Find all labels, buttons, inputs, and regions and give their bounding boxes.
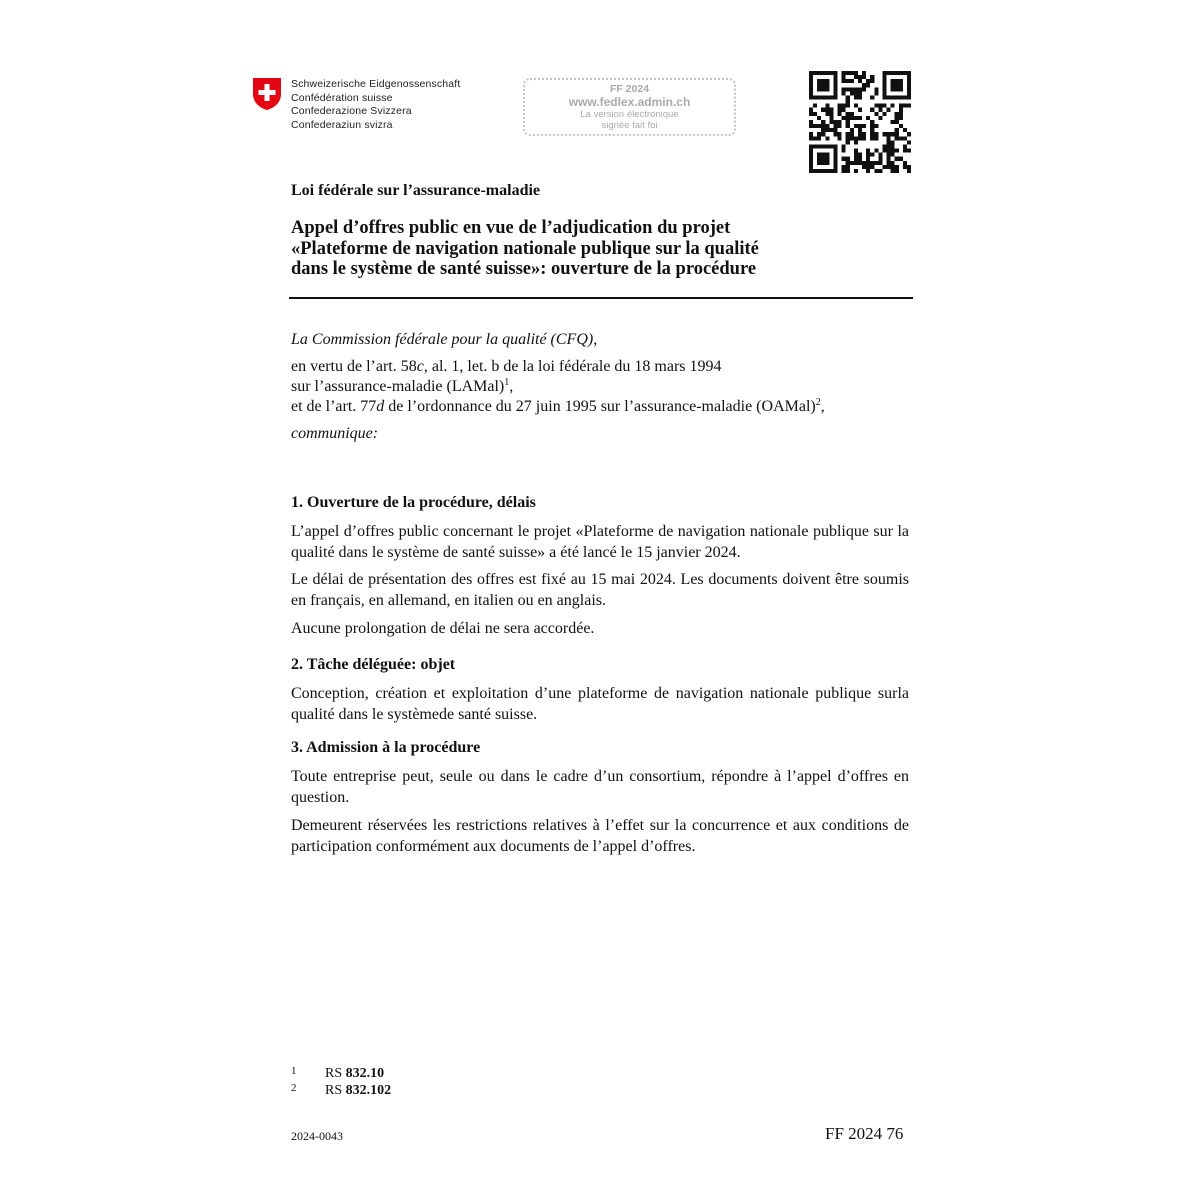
preamble-line-3 (291, 397, 825, 416)
preamble-text: sur l’assurance-maladie (LAMal) (291, 378, 505, 395)
stamp-line-3: La version électronique (580, 109, 679, 120)
footnote-2 (291, 1080, 391, 1099)
page-reference: FF 2024 76 (825, 1124, 904, 1143)
preamble-text-italic: c (416, 358, 424, 375)
footnote-prefix: RS (325, 1066, 346, 1081)
preamble-text: de l’ordonnance du 27 juin 1995 sur l’assurance-maladie (OAMal) (384, 398, 816, 415)
preamble-issuer: La Commission fédérale pour la qualité (CFQ), (291, 331, 598, 348)
section-heading-3: 3. Admission à la procédure (291, 739, 481, 756)
preamble-text: en vertu de l’art. 58 (291, 358, 417, 375)
preamble-text: et de l’art. 77 (291, 398, 377, 415)
footnote-marker: 1 (504, 377, 510, 388)
confederation-name-block (291, 78, 460, 132)
confederation-line-it: Confederazione Svizzera (291, 105, 412, 117)
page-title-line-3: dans le système de santé suisse»: ouverture de la procédure (291, 259, 757, 279)
confederation-line-fr: Confédération suisse (291, 91, 393, 104)
title-divider (289, 297, 913, 299)
footnote-marker: 2 (815, 397, 821, 408)
confederation-line-de: Schweizerische Eidgenossenschaft (291, 78, 461, 90)
page-title (291, 218, 759, 280)
preamble-verb: communique: (291, 425, 379, 442)
preamble-line-1 (291, 357, 722, 376)
footnote-reference: 832.102 (345, 1083, 392, 1098)
section-1-paragraph-1: L’appel d’offres public concernant le projet «Plateforme de navigation nationale publique sur la qualité dans le système de santé suisse» a été lancé le 15 janvier 2024. (291, 523, 909, 561)
section-3-paragraph-1: Toute entreprise peut, seule ou dans le cadre d’un consortium, répondre à l’appel d’offres en question. (291, 768, 909, 806)
preamble-text: , (820, 398, 825, 415)
document-number: 2024-0043 (291, 1129, 343, 1143)
stamp-url: www.fedlex.admin.ch (568, 95, 691, 109)
footnote-number: 1 (291, 1065, 297, 1077)
section-2-paragraph-1: Conception, création et exploitation d’une plateforme de navigation nationale publique surla qualité dans le systèmede santé suisse. (291, 685, 909, 723)
preamble-text: , al. 1, let. b de la loi fédérale du 18 mars 1994 (423, 358, 722, 375)
section-heading-1: 1. Ouverture de la procédure, délais (291, 494, 536, 511)
preamble-text: , (509, 378, 514, 395)
swiss-cross-shield-icon (252, 77, 282, 111)
page-title-line-2: «Plateforme de navigation nationale publique sur la qualité (291, 238, 759, 259)
qr-code-icon (809, 71, 911, 173)
footnote-number: 2 (291, 1082, 297, 1094)
page-title-line-1: Appel d’offres public en vue de l’adjudication du projet (291, 218, 731, 238)
confederation-line-rm: Confederaziun svizra (291, 118, 393, 131)
section-1-paragraph-3: Aucune prolongation de délai ne sera accordée. (291, 620, 595, 637)
footnote-reference: 832.10 (345, 1066, 385, 1081)
preamble-line-2 (291, 377, 513, 396)
footnote-prefix: RS (325, 1083, 346, 1098)
section-heading-2: 2. Tâche déléguée: objet (291, 656, 456, 673)
act-title: Loi fédérale sur l’assurance-maladie (291, 182, 541, 199)
stamp-line-4: signée fait foi (601, 120, 658, 131)
preamble-text-italic: d (376, 398, 385, 415)
section-1-paragraph-2: Le délai de présentation des offres est fixé au 15 mai 2024. Les documents doivent être soumis en français, en allemand, en italien ou en anglais. (291, 571, 909, 609)
stamp-line-1: FF 2024 (609, 83, 650, 95)
electronic-signature-stamp (523, 78, 736, 136)
section-3-paragraph-2: Demeurent réservées les restrictions relatives à l’effet sur la concurrence et aux conditions de participation conformément aux documents de l’appel d’offres. (291, 817, 909, 855)
